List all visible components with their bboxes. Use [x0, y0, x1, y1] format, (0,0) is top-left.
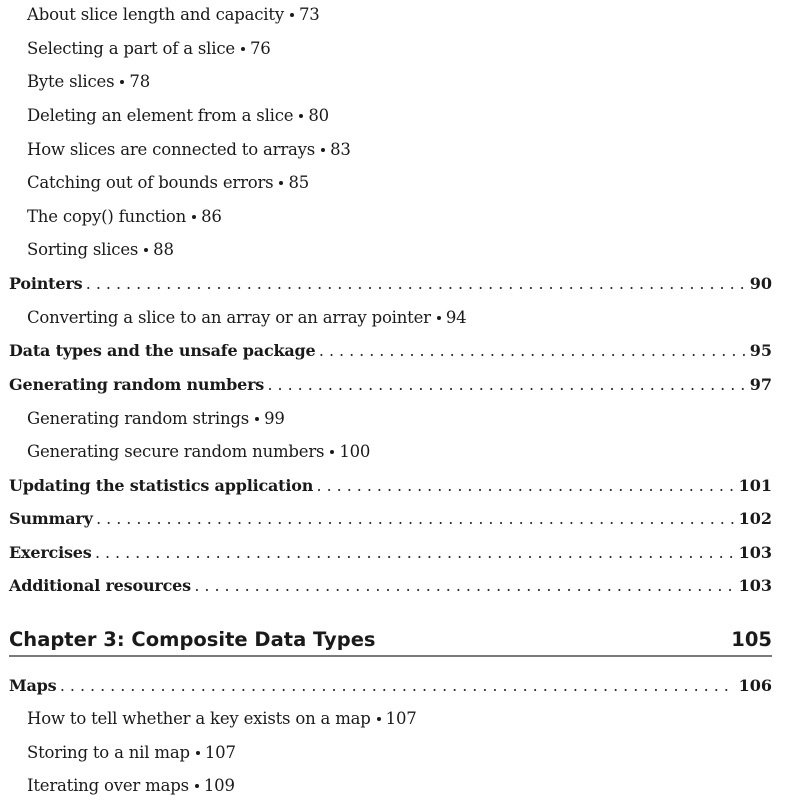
- entry-page: 86: [201, 207, 222, 226]
- entry-page: 78: [129, 72, 150, 91]
- entry-page: 80: [308, 106, 329, 125]
- entry-title: Exercises: [9, 543, 92, 562]
- toc-subentry[interactable]: [27, 104, 329, 128]
- entry-title: How slices are connected to arrays: [27, 140, 316, 159]
- entry-title: Deleting an element from a slice: [27, 106, 294, 125]
- toc-subentry[interactable]: [27, 741, 236, 765]
- bullet-separator: [255, 417, 259, 421]
- bullet-separator: [321, 148, 325, 152]
- toc-subentry[interactable]: [27, 774, 235, 798]
- toc-subentry[interactable]: [27, 707, 417, 731]
- toc-entry[interactable]: [9, 474, 772, 498]
- chapter-page: 105: [731, 627, 772, 651]
- toc-subentry[interactable]: [27, 238, 174, 262]
- entry-title: Selecting a part of a slice: [27, 39, 235, 58]
- entry-title: Additional resources: [9, 576, 191, 595]
- entry-page: 107: [385, 709, 417, 728]
- entry-title: About slice length and capacity: [27, 5, 284, 24]
- entry-page: 88: [153, 240, 174, 259]
- entry-page: 103: [738, 543, 772, 562]
- entry-page: 103: [738, 576, 772, 595]
- bullet-separator: [290, 13, 294, 17]
- entry-page: 106: [738, 676, 772, 695]
- dot-leader: [96, 543, 735, 567]
- entry-title: The copy() function: [27, 207, 187, 226]
- entry-page: 101: [738, 476, 772, 495]
- bullet-separator: [120, 80, 124, 84]
- dot-leader: [60, 676, 734, 700]
- toc-entry[interactable]: [9, 541, 772, 565]
- dot-leader: [86, 274, 745, 298]
- entry-page: 85: [288, 173, 310, 192]
- bullet-separator: [195, 784, 199, 788]
- entry-page: 109: [203, 776, 235, 795]
- chapter-divider: [9, 655, 772, 657]
- entry-page: 99: [264, 409, 285, 428]
- bullet-separator: [330, 450, 334, 454]
- entry-title: Data types and the unsafe package: [9, 341, 316, 360]
- entry-title: Storing to a nil map: [27, 743, 190, 762]
- entry-title: Maps: [9, 676, 57, 695]
- bullet-separator: [192, 215, 196, 219]
- entry-title: Sorting slices: [27, 240, 139, 259]
- entry-page: 83: [330, 140, 351, 159]
- chapter-title: Chapter 3: Composite Data Types: [9, 627, 376, 651]
- toc-subentry[interactable]: [27, 3, 320, 27]
- entry-page: 97: [749, 375, 772, 394]
- entry-title: Summary: [9, 509, 93, 528]
- entry-title: Iterating over maps: [27, 776, 189, 795]
- toc-entry[interactable]: [9, 272, 772, 296]
- entry-page: 102: [738, 509, 772, 528]
- toc-entry[interactable]: [9, 507, 772, 531]
- toc-subentry[interactable]: [27, 138, 351, 162]
- bullet-separator: [437, 316, 441, 320]
- dot-leader: [97, 509, 735, 533]
- entry-page: 90: [749, 274, 772, 293]
- bullet-separator: [279, 181, 283, 185]
- bullet-separator: [377, 717, 381, 721]
- toc-entry[interactable]: [9, 674, 772, 698]
- toc-subentry[interactable]: [27, 205, 222, 229]
- toc-entry[interactable]: [9, 574, 772, 598]
- toc-subentry[interactable]: [27, 37, 271, 61]
- entry-title: Converting a slice to an array or an array pointer: [27, 308, 431, 327]
- bullet-separator: [299, 114, 303, 118]
- toc-subentry[interactable]: [27, 407, 285, 431]
- dot-leader: [320, 341, 746, 365]
- entry-title: Catching out of bounds errors: [27, 173, 274, 192]
- dot-leader: [317, 476, 734, 500]
- dot-leader: [195, 576, 735, 600]
- entry-title: Generating secure random numbers: [27, 442, 325, 461]
- toc-subentry[interactable]: [27, 306, 466, 330]
- entry-page: 76: [249, 39, 271, 58]
- toc-entry[interactable]: [9, 373, 772, 397]
- bullet-separator: [144, 248, 148, 252]
- toc-subentry[interactable]: [27, 70, 150, 94]
- entry-page: 94: [445, 308, 467, 327]
- toc-entry[interactable]: [9, 339, 772, 363]
- bullet-separator: [196, 751, 200, 755]
- toc-subentry[interactable]: [27, 440, 370, 464]
- entry-page: 95: [749, 341, 772, 360]
- entry-title: Byte slices: [27, 72, 115, 91]
- toc-subentry[interactable]: [27, 171, 309, 195]
- entry-title: Updating the statistics application: [9, 476, 314, 495]
- entry-page: 73: [298, 5, 320, 24]
- entry-title: Generating random strings: [27, 409, 250, 428]
- entry-page: 100: [339, 442, 371, 461]
- dot-leader: [268, 375, 746, 399]
- entry-title: How to tell whether a key exists on a map: [27, 709, 371, 728]
- chapter-heading[interactable]: [9, 624, 772, 654]
- entry-page: 107: [204, 743, 236, 762]
- entry-title: Pointers: [9, 274, 83, 293]
- entry-title: Generating random numbers: [9, 375, 265, 394]
- bullet-separator: [241, 47, 245, 51]
